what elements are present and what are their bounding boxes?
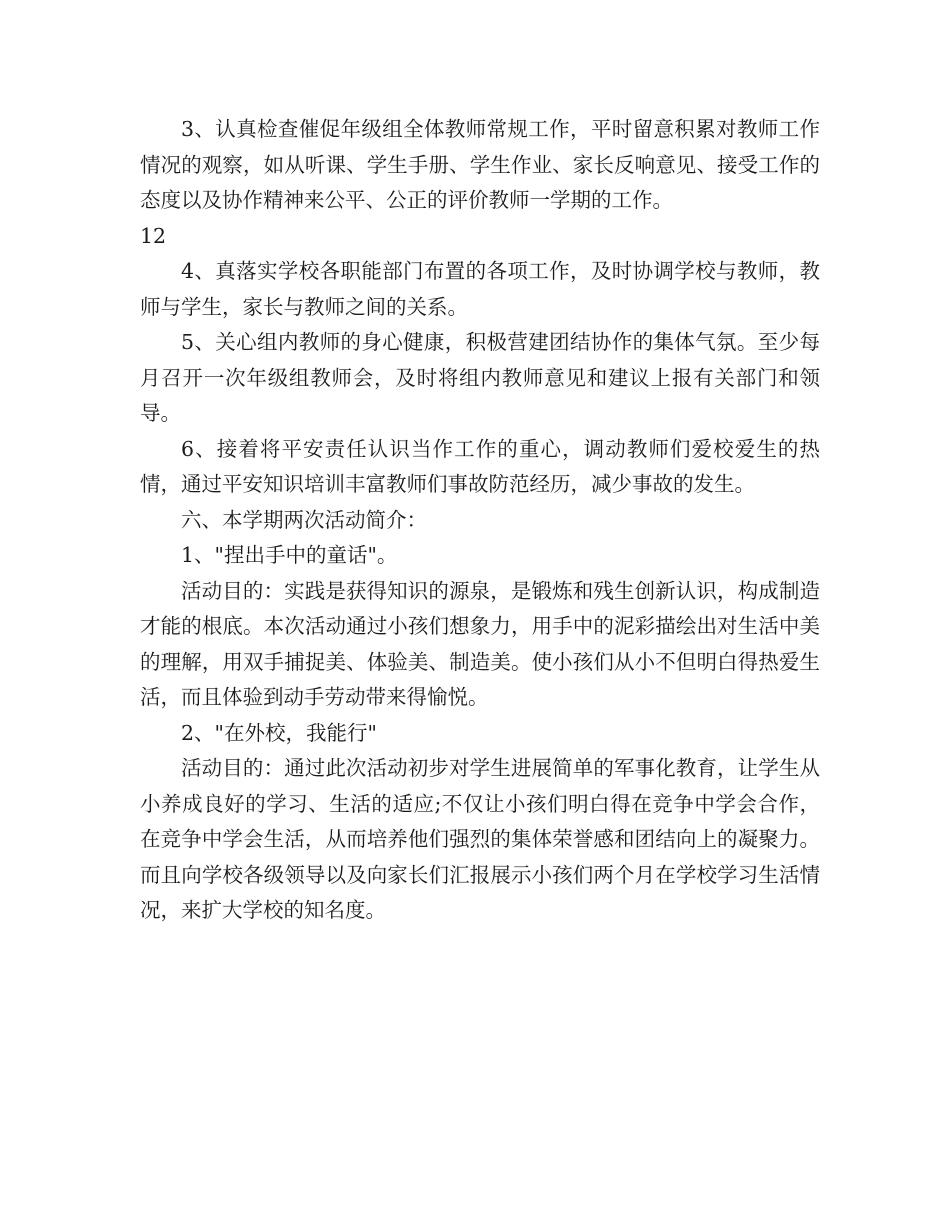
activity-1-title: 1、"捏出手中的童话"。 <box>181 543 398 567</box>
page-number-text: 12 <box>140 223 167 248</box>
activity-2-title: 2、"在外校，我能行" <box>181 720 377 745</box>
paragraph-item-3: 3、认真检查催促年级组全体教师常规工作，平时留意积累对教师工作情况的观察，如从听课、学生手册、学生作业、家长反响意见、接受工作的态度以及协作精神来公平、公正的评价教师一学期的工作。 <box>140 117 820 212</box>
document-body <box>140 112 820 929</box>
activity-2-purpose: 活动目的：通过此次活动初步对学生进展简单的军事化教育，让学生从小养成良好的学习、生活的适应;不仅让小孩们明白得在竞争中学会合作，在竞争中学会生活，从而培养他们强烈的集体荣誉感和团结向上的凝聚力。而且向学校各级领导以及向家长们汇报展示小孩们两个月在学校学习生活情况，来扩大学校的知名度。 <box>140 756 820 922</box>
paragraph-item-6: 6、接着将平安责任认识当作工作的重心，调动教师们爱校爱生的热情，通过平安知识培训丰富教师们事故防范经历，减少事故的发生。 <box>140 436 820 496</box>
section-heading-activities: 六、本学期两次活动简介： <box>181 507 427 532</box>
activity-1-purpose: 活动目的：实践是获得知识的源泉，是锻炼和残生创新认识，构成制造才能的根底。本次活动通过小孩们想象力，用手中的泥彩描绘出对生活中美的理解，用双手捕捉美、体验美、制造美。使小孩们从小不但明白得热爱生活，而且体验到动手劳动带来得愉悦。 <box>140 578 820 709</box>
paragraph-item-5: 5、关心组内教师的身心健康，积极营建团结协作的集体气氛。至少每月召开一次年级组教师会，及时将组内教师意见和建议上报有关部门和领导。 <box>140 330 820 425</box>
paragraph-item-4: 4、真落实学校各职能部门布置的各项工作，及时协调学校与教师，教师与学生，家长与教师之间的关系。 <box>140 259 820 319</box>
